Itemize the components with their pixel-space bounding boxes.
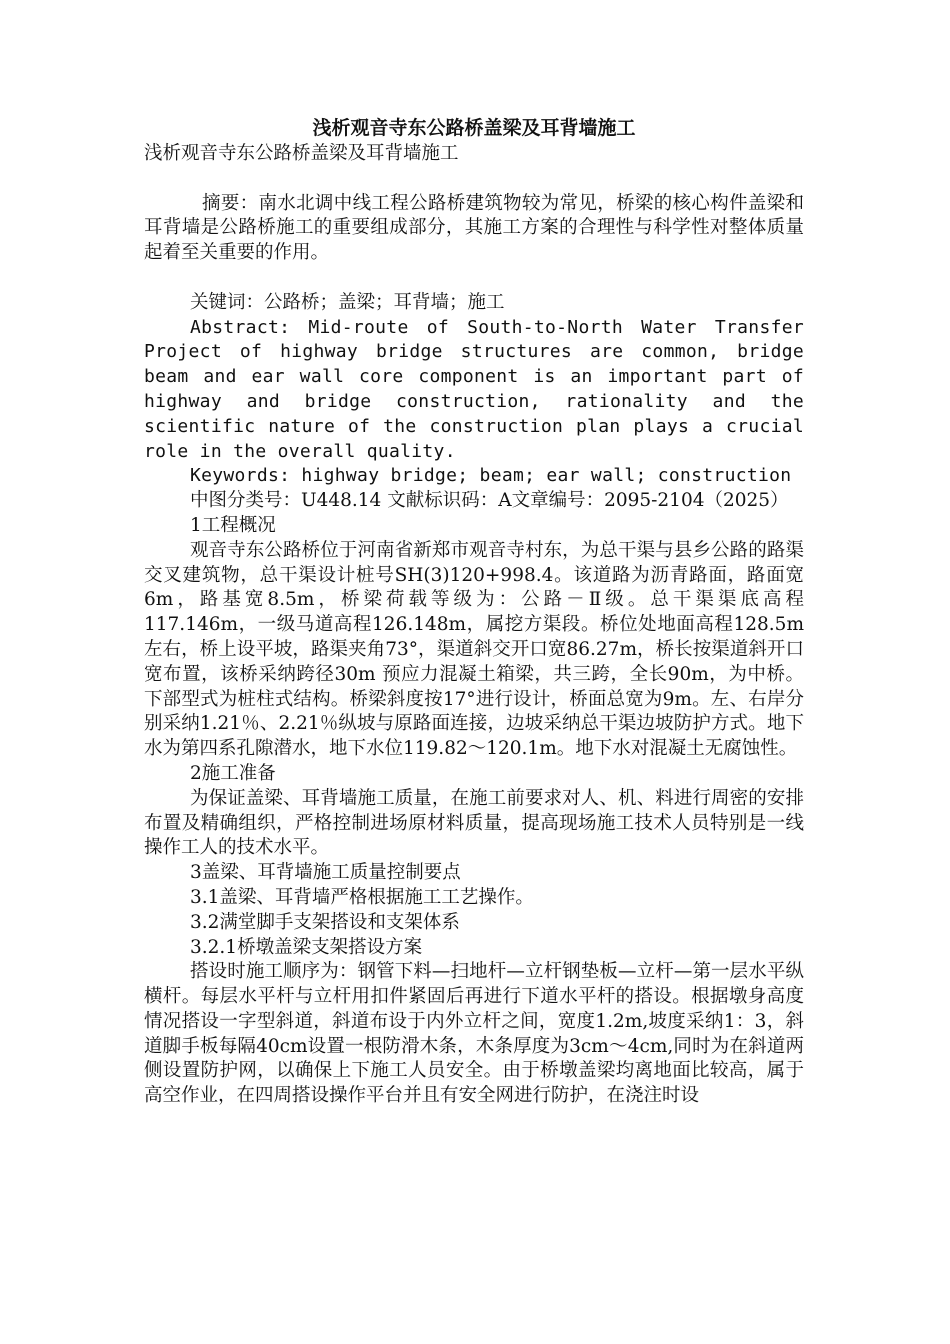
section-2-paragraph: 为保证盖梁、耳背墙施工质量，在施工前要求对人、机、料进行周密的安排布置及精确组织，严格控制进场原材料质量，提高现场施工技术人员特别是一线操作工人的技术水平。 [144,787,804,859]
spacer [144,167,804,192]
document-page [144,116,804,1109]
section-3-paragraph: 搭设时施工顺序为：钢管下料—扫地杆—立杆钢垫板—立杆—第一层水平纵横杆。每层水平杆与立杆用扣件紧固后再进行下道水平杆的搭设。根据墩身高度情况搭设一字型斜道，斜道布设于内外立杆之间，宽度1.2m,坡度采纳1：3，斜道脚手板每隔40cm设置一根防滑木条，木条厚度为3cm～4cm,同时为在斜道两侧设置防护网，以确保上下施工人员安全。由于桥墩盖梁均离地面比较高，属于高空作业，在四周搭设操作平台并且有安全网进行防护，在浇注时设 [144,961,804,1107]
classification-line: 中图分类号：U448.14 文献标识码：A文章编号：2095-2104（2025） [190,490,789,512]
abstract-cn: 摘要：南水北调中线工程公路桥建筑物较为常见，桥梁的核心构件盖梁和耳背墙是公路桥施工的重要组成部分，其施工方案的合理性与科学性对整体质量起着至关重要的作用。 [144,192,804,264]
abstract-en: Abstract: Mid-route of South-to-North Water Transfer Project of highway bridge structures are common, bridge beam and ear wall core component is an important part of highway and bridge construction, rationality and the scientific nature of the construction plan plays a crucial role in the overall quality. [144,316,804,462]
section-heading-2: 2施工准备 [190,762,276,784]
section-heading-3-2: 3.2满堂脚手支架搭设和支架体系 [190,911,460,933]
keywords-en: Keywords: highway bridge; beam; ear wall; construction [190,465,792,487]
section-heading-3: 3盖梁、耳背墙施工质量控制要点 [190,862,461,884]
section-heading-3-2-1: 3.2.1桥墩盖梁支架搭设方案 [190,936,423,958]
section-1-paragraph: 观音寺东公路桥位于河南省新郑市观音寺村东，为总干渠与县乡公路的路渠交叉建筑物，总干渠设计桩号SH(3)120+998.4。该道路为沥青路面，路面宽6m，路基宽8.5m，桥梁荷载等级为：公路－Ⅱ级。总干渠渠底高程117.146m，一级马道高程126.148m，属挖方渠段。桥位处地面高程128.5m左右，桥上设平坡，路渠夹角73°，渠道斜交开口宽86.27m，桥长按渠道斜开口宽布置，该桥采纳跨径30m 预应力混凝土箱梁，共三跨，全长90m，为中桥。下部型式为桩柱式结构。桥梁斜度按17°进行设计，桥面总宽为9m。左、右岸分别采纳1.21％、2.21％纵坡与原路面连接，边坡采纳总干渠边坡防护方式。地下水为第四系孔隙潜水，地下水位119.82～120.1m。地下水对混凝土无腐蚀性。 [144,539,804,760]
section-heading-3-1: 3.1盖梁、耳背墙严格根据施工工艺操作。 [190,886,534,908]
section-heading-1: 1工程概况 [190,514,276,536]
keywords-cn: 关键词：公路桥；盖梁；耳背墙；施工 [190,291,505,313]
document-subtitle: 浅析观音寺东公路桥盖梁及耳背墙施工 [144,143,459,164]
spacer [144,266,804,291]
document-title: 浅析观音寺东公路桥盖梁及耳背墙施工 [312,117,636,139]
